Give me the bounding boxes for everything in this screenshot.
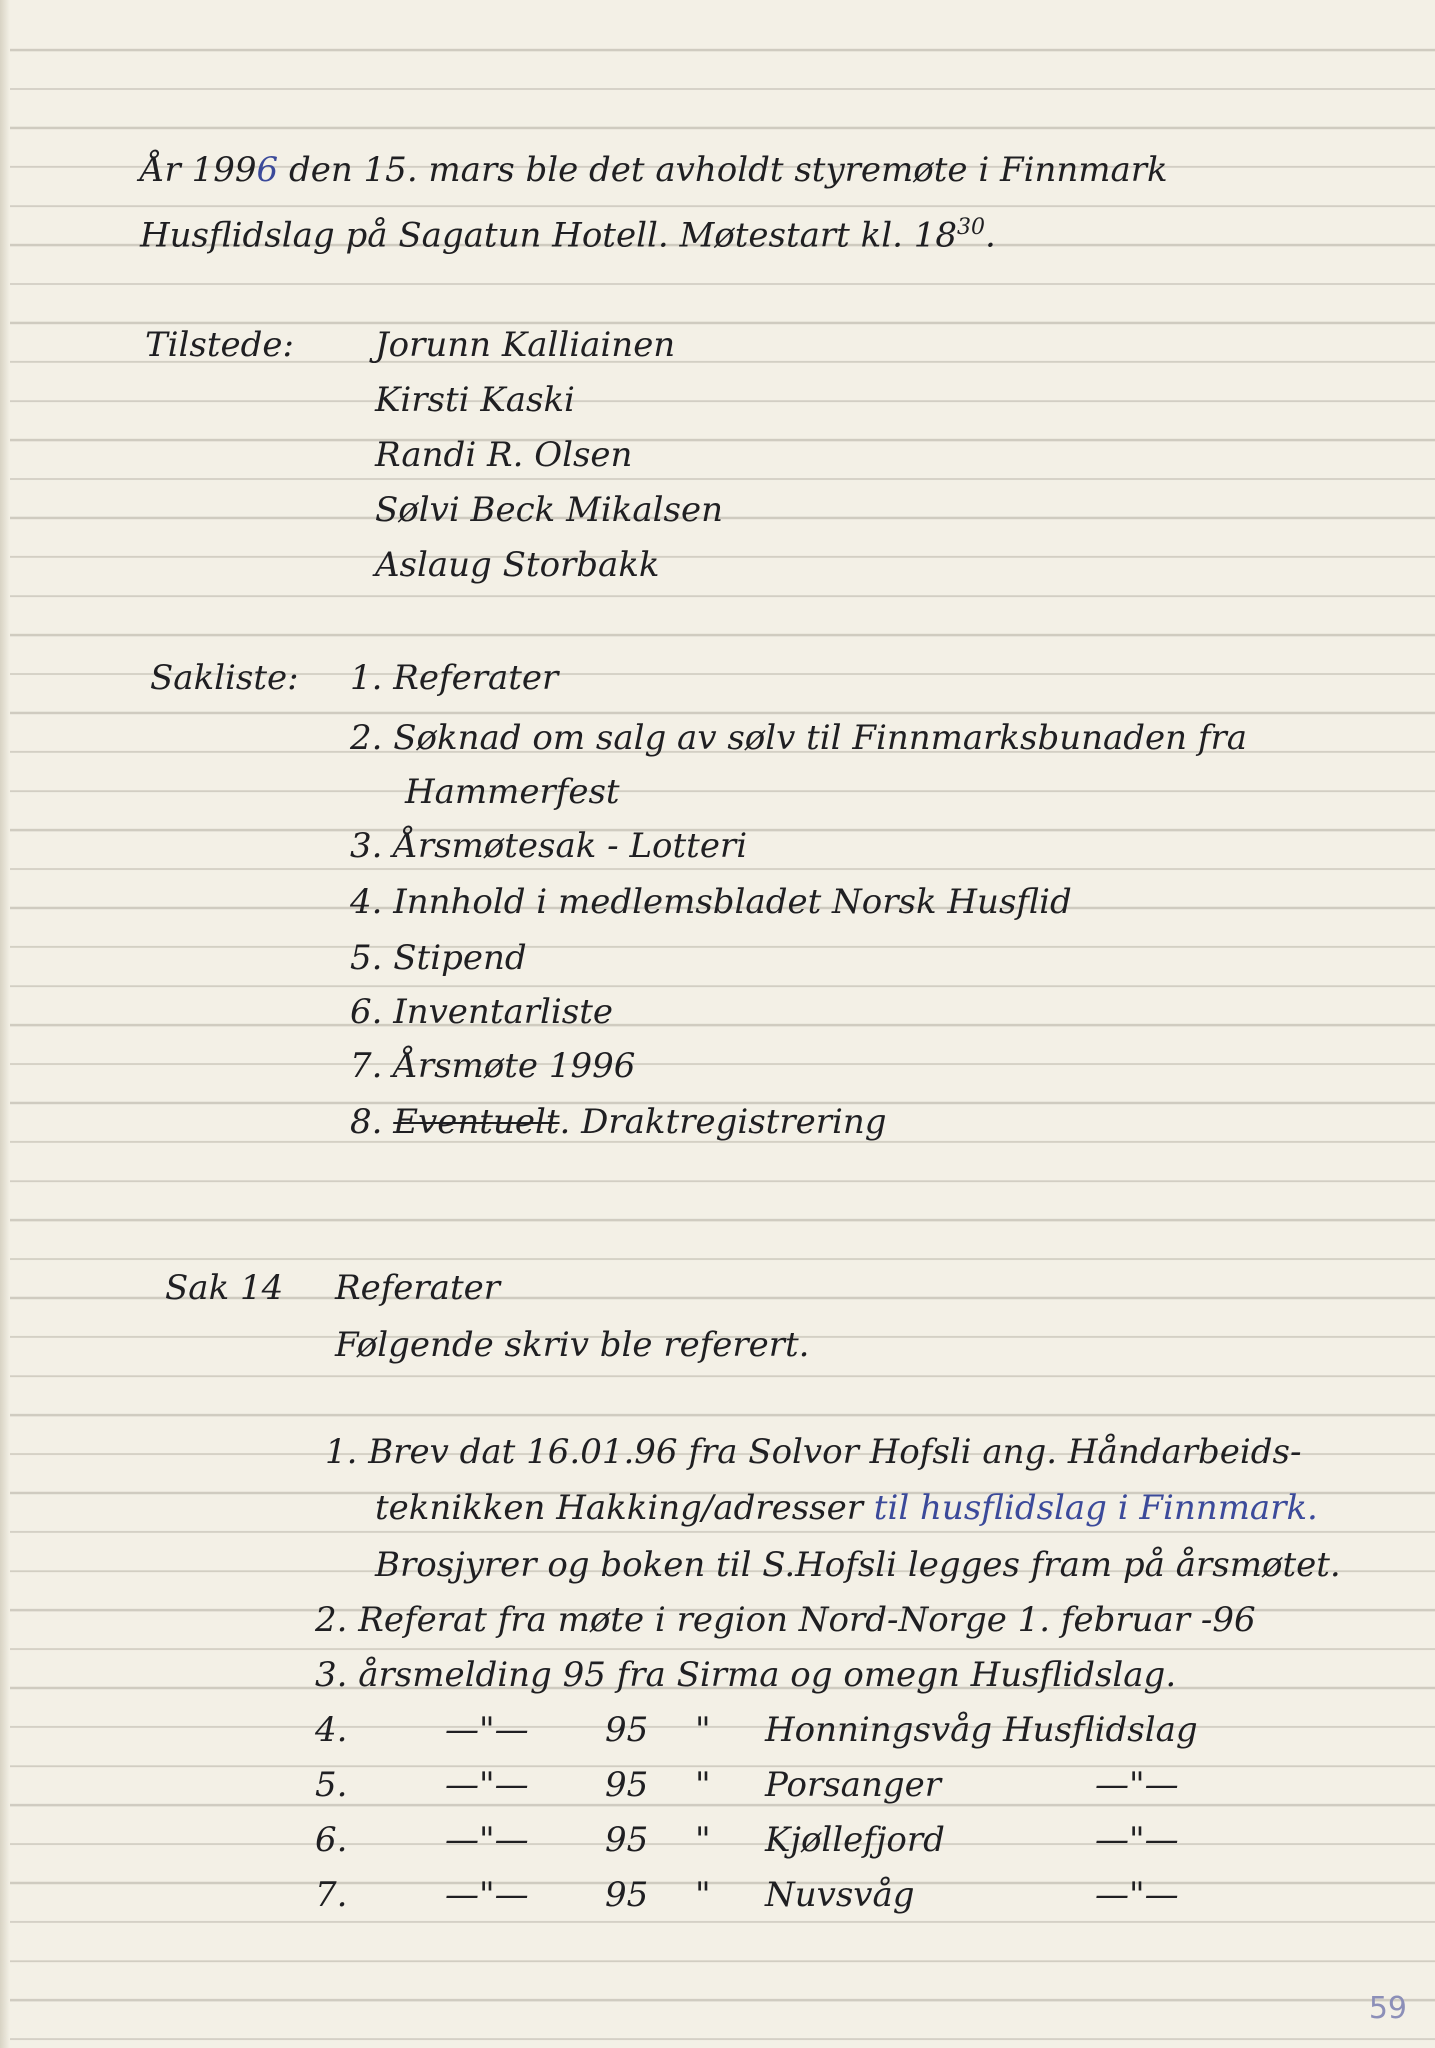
quote-mark: " xyxy=(695,1820,711,1860)
header-line-2-end: . xyxy=(984,215,996,256)
agenda-text: . Draktregistrering xyxy=(559,1102,887,1142)
referat-num: 4. xyxy=(315,1710,348,1750)
ditto-mark: —"— xyxy=(1095,1765,1179,1805)
agenda-item-8 xyxy=(350,1102,886,1142)
agenda-text: Årsmøtesak - Lotteri xyxy=(393,826,748,866)
ditto-mark: —"— xyxy=(445,1820,529,1860)
agenda-text: Søknad om salg av sølv til Finnmarksbunaden fra xyxy=(393,718,1247,758)
agenda-item-7 xyxy=(350,1046,635,1086)
header-line-2-text: Husflidslag på Sagatun Hotell. Møtestart kl. 18 xyxy=(140,215,957,256)
referat-item-1-line-3: Brosjyrer og boken til S.Hofsli legges fram på årsmøtet. xyxy=(375,1545,1341,1585)
referat-num: 5. xyxy=(315,1765,348,1805)
case-label: Sak 14 xyxy=(165,1268,284,1308)
agenda-num: 8. xyxy=(350,1102,383,1142)
case-intro: Følgende skriv ble referert. xyxy=(335,1325,810,1365)
quote-mark: " xyxy=(695,1710,711,1750)
referat-text: Referat fra møte i region Nord-Norge 1. februar -96 xyxy=(358,1600,1256,1640)
agenda-num: 6. xyxy=(350,992,383,1032)
header-line-1 xyxy=(140,150,1168,190)
year: 95 xyxy=(605,1765,649,1805)
agenda-num: 1. xyxy=(350,658,383,698)
place: Porsanger xyxy=(765,1765,941,1805)
agenda-num: 7. xyxy=(350,1046,383,1086)
agenda-item-2-continuation: Hammerfest xyxy=(405,772,620,812)
place: Kjøllefjord xyxy=(765,1820,945,1860)
start-time-minutes: 30 xyxy=(956,215,985,240)
agenda-item-1 xyxy=(350,658,558,698)
referat-text: Brev dat 16.01.96 fra Solvor Hofsli ang. Håndarbeids- xyxy=(368,1432,1302,1472)
referat-item-2 xyxy=(315,1600,1256,1640)
attendee-name: Jorunn Kalliainen xyxy=(375,325,676,365)
agenda-text: Innhold i medlemsbladet Norsk Husflid xyxy=(393,882,1072,922)
place: Nuvsvåg xyxy=(765,1875,915,1915)
referat-text: årsmelding 95 fra Sirma og omegn Husflidslag. xyxy=(358,1655,1177,1695)
agenda-num: 3. xyxy=(350,826,383,866)
ditto-mark: —"— xyxy=(445,1710,529,1750)
page-number: 59 xyxy=(1368,1991,1407,2026)
referat-num: 2. xyxy=(315,1600,348,1640)
referat-item-3 xyxy=(315,1655,1176,1695)
agenda-num: 4. xyxy=(350,882,383,922)
quote-mark: " xyxy=(695,1875,711,1915)
struck-text: Eventuelt xyxy=(393,1102,560,1142)
year: 95 xyxy=(605,1875,649,1915)
agenda-label: Sakliste: xyxy=(150,658,299,698)
agenda-item-5 xyxy=(350,938,527,978)
agenda-item-6 xyxy=(350,992,613,1032)
binding-edge xyxy=(0,0,10,2048)
agenda-num: 5. xyxy=(350,938,383,978)
header-line-1-a: År 199 xyxy=(140,150,257,190)
ditto-mark: —"— xyxy=(1095,1875,1179,1915)
year-correction: 6 xyxy=(256,150,279,190)
referat-num: 6. xyxy=(315,1820,348,1860)
agenda-num: 2. xyxy=(350,718,383,758)
attendee-name: Kirsti Kaski xyxy=(375,380,575,420)
agenda-item-4 xyxy=(350,882,1072,922)
referat-num: 7. xyxy=(315,1875,348,1915)
agenda-text: Årsmøte 1996 xyxy=(393,1046,636,1086)
ditto-mark: —"— xyxy=(445,1875,529,1915)
attendee-name: Randi R. Olsen xyxy=(375,435,633,475)
agenda-text: Inventarliste xyxy=(393,992,613,1032)
ditto-mark: —"— xyxy=(1095,1820,1179,1860)
attendees-label: Tilstede: xyxy=(145,325,294,365)
referat-item-1-line-2 xyxy=(375,1488,1318,1528)
referat-text: teknikken Hakking/adresser xyxy=(375,1488,863,1528)
attendee-name: Sølvi Beck Mikalsen xyxy=(375,490,723,530)
year: 95 xyxy=(605,1710,649,1750)
ditto-mark: —"— xyxy=(445,1765,529,1805)
attendee-name: Aslaug Storbakk xyxy=(375,545,660,585)
referat-num: 1. xyxy=(325,1432,358,1472)
case-title: Referater xyxy=(335,1268,500,1308)
referat-item-1-line-1 xyxy=(325,1432,1301,1472)
agenda-text: Stipend xyxy=(393,938,527,978)
blue-annotation: til husflidslag i Finnmark. xyxy=(863,1488,1318,1528)
year: 95 xyxy=(605,1820,649,1860)
header-line-1-b: den 15. mars ble det avholdt styremøte i Finnmark xyxy=(278,150,1168,190)
agenda-item-3 xyxy=(350,826,747,866)
referat-num: 3. xyxy=(315,1655,348,1695)
quote-mark: " xyxy=(695,1765,711,1805)
header-line-2 xyxy=(140,208,996,255)
place: Honningsvåg Husflidslag xyxy=(765,1710,1198,1750)
agenda-item-2 xyxy=(350,718,1247,758)
agenda-text: Referater xyxy=(393,658,559,698)
